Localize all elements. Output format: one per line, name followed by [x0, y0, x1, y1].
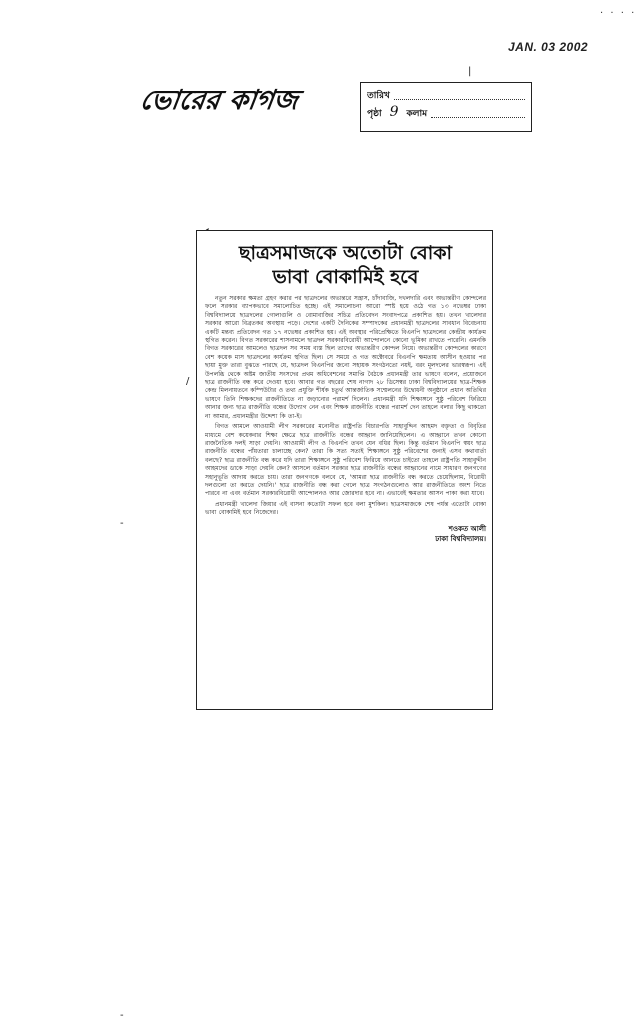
article-paragraph-3: প্রধানমন্ত্রী খালেদা জিয়ার এই বাসনা কতোটা সফল হবে বলা মুশকিল। ছাত্রসমাজকে শেষ পর্যন্ত এতোটা বোকা ভাবা বোকামিই হবে নিজেদের।	[205, 500, 486, 517]
article-headline	[205, 241, 486, 289]
reference-stamp-box	[360, 82, 532, 132]
stamp-date-row	[367, 87, 525, 105]
article-paragraph-1: নতুন সরকার ক্ষমতা গ্রহণ করার পর ছাত্রদলের অভ্যন্তরে সন্ত্রাস, চাঁদাবাজি, দখলদারি এবং অভ্যন্তরীণ কোন্দলের ফলে সরকার ব্যাপকভাবে সমালোচিত হচ্ছে। এই সমালোচনা আরো স্পষ্ট হয়ে ওঠে গত ১৩ নভেম্বর ঢাকা বিশ্ববিদ্যালয়ে ছাত্রদলের গোলাগুলি ও বোমাবাজির সচিত্র প্রতিবেদন সংবাদপত্রে প্রকাশিত হয়। তখন খালেদার সরকার আরো বিব্রতকর অবস্থায় পড়ে। দেশের একটি দৈনিকের সম্পাদকের প্রধানমন্ত্রী ছাত্রদলের সাবধান বিবেচনায় একটি মন্তব্য প্রতিবেদন গত ১৭ নভেম্বর প্রকাশিত হয়। এই অবস্থার পরিপ্রেক্ষিতে বিএনপি ছাত্রদলের কেন্দ্রীয় কার্যক্রম স্থগিত করেন। বিগত সরকারের শাসনামলে ছাত্রদল সরকারবিরোধী আন্দোলনে কোনো ভূমিকা রাখতে পারেনি। এমনকি বিগত সরকারের আমলেও ছাত্রদল সব সময় ব্যস্ত ছিল তাদের অভ্যন্তরীণ কোন্দল নিয়ে। অভ্যন্তরীণ কোন্দলের কারণে বেশ কয়েক মাস ছাত্রদলের কার্যক্রম স্থগিত ছিল। সে সময়ে ও গত অক্টোবরে বিএনপি ক্ষমতায় আসীন হওয়ার পর ছায়া মুক্ত তারা বুঝতে পারছে যে, ছাত্রদল বিএনপির জন্যে সহায়ক সংগঠনতো নয়ই, বরং মূলদলের ভারস্বরূপ। এই উপলব্ধি থেকে অষ্টম জাতীয় সংসদের প্রথম অধিবেশনের সমাপ্তি বৈঠকে প্রধানমন্ত্রী তার ভাষণে বলেন, প্রয়োজনে ছাত্র রাজনীতি বন্ধ করে দেওয়া হবে। আবার গত বছরের শেষ নাগাদ ২৮ ডিসেম্বর ঢাকা বিশ্ববিদ্যালয়ের ছাত্র-শিক্ষক কেন্দ্র মিলনায়তনে কম্পিউটার ও তথ্য প্রযুক্তি শীর্ষক চতুর্থ আন্তর্জাতিক সম্মেলনের উদ্বোধনী অনুষ্ঠানে প্রধান অতিথির ভাষণে তিনি শিক্ষকদের রাজনীতিতে না জড়ানোর পরামর্শ দিলেন। প্রধানমন্ত্রী যদি শিক্ষাঙ্গনে সুষ্ঠু পরিবেশ ফিরিয়ে আনার জন্য ছাত্র রাজনীতি বন্ধের উদ্যোগ নেন এবং শিক্ষক রাজনীতি বন্ধের পরামর্শ দেন তাহলে বলার কিছু থাকতো না আমার, প্রধানমন্ত্রীর উদ্দেশ্য কি তা-ই।	[205, 295, 486, 420]
stamp-column-blank	[431, 105, 525, 118]
stamp-date-blank	[394, 87, 525, 100]
article-paragraph-2: বিগত আমলে আওয়ামী লীগ সরকারের মনোনীত রাষ্ট্রপতি বিচারপতি সাহাবুদ্দিন আহমদ বক্তৃতা ও বিবৃতির মাধ্যমে বেশ কয়েকবার শিক্ষা ক্ষেত্রে ছাত্র রাজনীতি বন্ধের আহ্বান জানিয়েছিলেন। এ আহ্বানে তখন কোনো রাজনৈতিক দলই সাড়া দেয়নি। আওয়ামী লীগ ও বিএনপি তখন যেন বধির ছিল। কিন্তু বর্তমান বিএনপি স্বয়ং ছাত্র রাজনীতি বন্ধের পাঁয়তারা চালাচ্ছে কেন? তারা কি সত্য সত্যই শিক্ষাঙ্গনে সুষ্ঠু পরিবেশের জন্যই এসব কথাবার্তা বলছে? ছাত্র রাজনীতি বন্ধ করে যদি তারা শিক্ষাঙ্গনে সুষ্ঠু পরিবেশ ফিরিয়ে আনতে চাইতো তাহলে রাষ্ট্রপতি সাহাবুদ্দীন আহমদের ডাকে সাড়া দেয়নি কেন? আসলে বর্তমান সরকার ছাত্র রাজনীতি বন্ধের আহ্বানের নামে সাধারণ জনগণের সহানুভূতি আদায় করতে চায়। তারা জনগণকে বলবে যে, 'আমরা ছাত্র রাজনীতি বন্ধ করতে চেয়েছিলাম, বিরোধী দলগুলো তা করতে দেয়নি।' ছাত্র রাজনীতি বন্ধ করা গেলে ছাত্র সংগঠনগুলোও আর রাজনীতিতে অংশ নিতে পারবে না এবং বর্তমান সরকারবিরোধী আন্দোলনও আর জোরদার হবে না। এভাবেই ক্ষমতার আসন পাকা করা যাবে।	[205, 423, 486, 498]
stamp-column-label: কলাম	[406, 109, 428, 119]
scan-mark: /	[186, 376, 190, 387]
newspaper-masthead: ভোরের কাগজ	[138, 85, 300, 116]
headline-line-2: ভাবা বোকামিই হবে	[272, 266, 419, 288]
stamp-page-label: পৃষ্ঠা	[367, 109, 382, 119]
scan-mark: -	[120, 518, 124, 529]
author-affiliation: ঢাকা বিশ্ববিদ্যালয়।	[435, 534, 486, 543]
newspaper-clipping	[196, 230, 493, 710]
scan-mark: -	[120, 1010, 124, 1021]
author-name: শওকত আলী	[448, 524, 486, 533]
corner-dots: · · · ·	[600, 8, 637, 19]
scan-mark: |	[468, 66, 472, 77]
article-byline	[205, 524, 486, 544]
stamp-date-label: তারিখ	[367, 91, 390, 101]
stamp-page-value: 9	[389, 105, 399, 120]
headline-line-1: ছাত্রসমাজকে অতোটা বোকা	[238, 242, 453, 264]
stamp-page-row	[367, 105, 525, 123]
date-stamp: JAN. 03 2002	[508, 40, 589, 54]
